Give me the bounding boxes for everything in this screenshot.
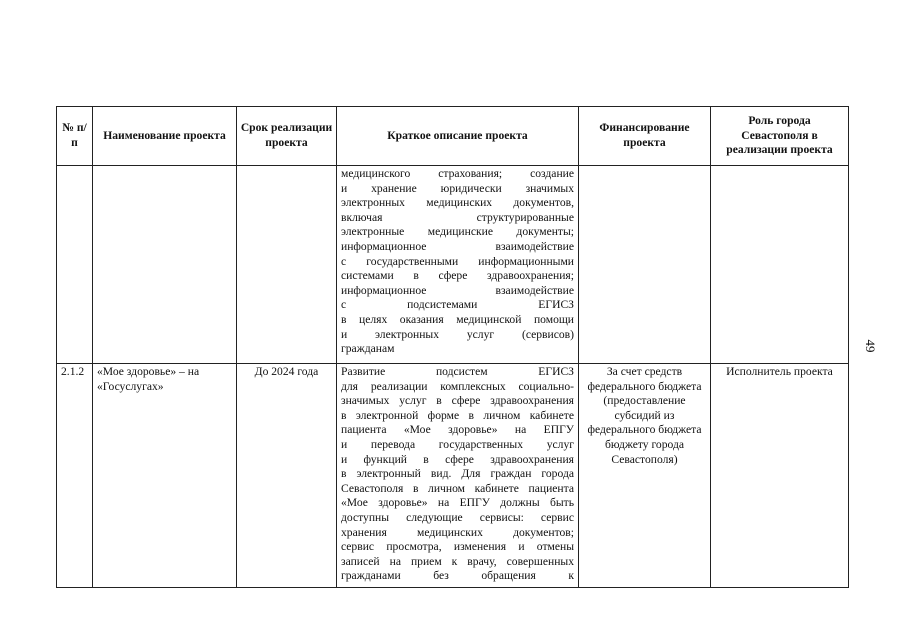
description-line: информационное взаимодействие (341, 283, 574, 297)
header-role: Роль города Севастополя в реализации проекта (711, 107, 849, 166)
header-number: № п/п (57, 107, 93, 166)
cell-financing (579, 166, 711, 364)
description-line: и перевода государственных услуг (341, 437, 574, 451)
cell-role (711, 166, 849, 364)
description-line: и функций в сфере здравоохранения (341, 452, 574, 466)
description-line: Развитие подсистем ЕГИСЗ (341, 365, 574, 378)
description-line: доступны следующие сервисы: сервис (341, 510, 574, 524)
description-line: электронных медицинских документов, (341, 196, 574, 210)
header-description: Краткое описание проекта (337, 107, 579, 166)
projects-table (56, 106, 849, 588)
cell-role: Исполнитель проекта (711, 364, 849, 588)
description-line: с государственными информационными (341, 254, 574, 268)
description-line: электронные медицинские документы; (341, 225, 574, 239)
description-line: медицинского страхования; создание (341, 167, 574, 180)
description-line: значимых услуг в сфере здравоохранения (341, 394, 574, 408)
description-line: с подсистемами ЕГИСЗ (341, 298, 574, 312)
description-line: в целях оказания медицинской помощи (341, 312, 574, 326)
cell-name: «Мое здоровье» – на «Госуслугах» (93, 364, 237, 588)
description-line: гражданами без обращения к (341, 569, 574, 583)
description-line: в электронной форме в личном кабинете (341, 408, 574, 422)
description-line: сервис просмотра, изменения и отмены (341, 540, 574, 554)
description-line: информационное взаимодействие (341, 239, 574, 253)
description-line: «Мое здоровье» на ЕПГУ должны быть (341, 496, 574, 510)
header-name: Наименование проекта (93, 107, 237, 166)
description-line: Севастополя в личном кабинете пациента (341, 481, 574, 495)
table-row (57, 166, 849, 364)
description-line: гражданам (341, 342, 395, 356)
description-line: хранения медицинских документов; (341, 525, 574, 539)
description-line: записей на прием к врачу, совершенных (341, 554, 574, 568)
description-line: для реализации комплексных социально- (341, 379, 574, 393)
cell-financing: За счет средств федерального бюджета (предоставление субсидий из федерального бюджета бюджету города Севастополя) (579, 364, 711, 588)
description-line: и электронных услуг (сервисов) (341, 327, 574, 341)
cell-name (93, 166, 237, 364)
description-line: пациента «Мое здоровье» на ЕПГУ (341, 423, 574, 437)
table-row (57, 364, 849, 588)
header-financing: Финансирование проекта (579, 107, 711, 166)
description-line: в электронный вид. Для граждан города (341, 467, 574, 481)
description-line: включая структурированные (341, 210, 574, 224)
header-term: Срок реализации проекта (237, 107, 337, 166)
cell-number: 2.1.2 (57, 364, 93, 588)
table-header-row (57, 107, 849, 166)
cell-number (57, 166, 93, 364)
cell-description (337, 166, 579, 364)
cell-term: До 2024 года (237, 364, 337, 588)
cell-term (237, 166, 337, 364)
description-line: и хранение юридически значимых (341, 181, 574, 195)
description-line: системами в сфере здравоохранения; (341, 269, 574, 283)
cell-description (337, 364, 579, 588)
page-number: 49 (863, 339, 878, 353)
